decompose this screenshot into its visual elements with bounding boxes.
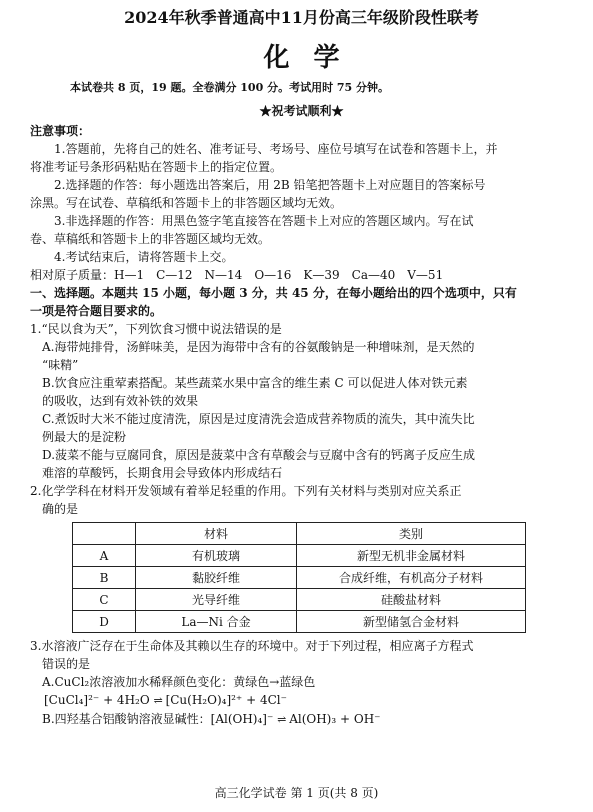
- equation-left: [CuCl₄]²⁻ + 4H₂O: [44, 693, 150, 707]
- table-cell: 新型储氢合金材料: [297, 611, 526, 633]
- table-cell: B: [73, 567, 136, 589]
- page-footer: 高三化学试卷 第 1 页(共 8 页): [214, 786, 379, 800]
- table-cell: 有机玻璃: [136, 545, 297, 567]
- table-header-cell: [73, 523, 136, 545]
- question-3-option-b: [30, 710, 573, 729]
- question-1-option-b: B.饮食应注重荤素搭配。某些蔬菜水果中富含的维生素 C 可以促进人体对铁元素: [42, 376, 468, 390]
- question-2-stem-cont: 确的是: [42, 502, 79, 516]
- note-3-cont: 卷、草稿纸和答题卡上的非答题区域均无效。: [30, 232, 271, 246]
- note-1: 1.答题前，先将自己的姓名、准考证号、考场号、座位号填写在试卷和答题卡上，并: [54, 142, 498, 156]
- question-1-option-c: C.煮饭时大米不能过度清洗，原因是过度清洗会造成营养物质的流失，其中流失比: [42, 412, 475, 426]
- equation-right: Al(OH)₃ + OH⁻: [289, 712, 381, 726]
- table-cell: A: [73, 545, 136, 567]
- question-1-stem: 1.“民以食为天”，下列饮食习惯中说法错误的是: [30, 322, 282, 336]
- note-1-cont: 将准考证号条形码粘贴在答题卡上的指定位置。: [30, 160, 283, 174]
- exam-info: 本试卷共 8 页，19 题。全卷满分 100 分。考试用时 75 分钟。: [70, 81, 390, 94]
- atomic-masses: 相对原子质量：H—1 C—12 N—14 O—16 K—39 Ca—40 V—51: [30, 268, 444, 282]
- question-1-option-d: D.菠菜不能与豆腐同食，原因是菠菜中含有草酸会与豆腐中含有的钙离子反应生成: [42, 448, 476, 462]
- equation-right: [Cu(H₂O)₄]²⁺ + 4Cl⁻: [165, 693, 287, 707]
- materials-table: [72, 522, 526, 633]
- good-luck-banner: ★祝考试顺利★: [259, 104, 344, 118]
- table-cell: 光导纤维: [136, 589, 297, 611]
- table-row: [73, 611, 526, 633]
- question-3-stem: 3.水溶液广泛存在于生命体及其赖以生存的环境中。对于下列过程，相应离子方程式: [30, 639, 474, 653]
- table-cell: 硅酸盐材料: [297, 589, 526, 611]
- question-1-option-a: A.海带炖排骨，汤鲜味美，是因为海带中含有的谷氨酸钠是一种增味剂，是天然的: [42, 340, 475, 354]
- table-header-cell: 类别: [297, 523, 526, 545]
- note-3: 3.非选择题的作答：用黑色签字笔直接答在答题卡上对应的答题区域内。写在试: [54, 214, 474, 228]
- section-1-heading: 一、选择题。本题共 15 小题，每小题 3 分，共 45 分，在每小题给出的四个选项中，只有: [30, 286, 517, 300]
- question-1-option-c-cont: 例最大的是淀粉: [42, 430, 127, 444]
- equilibrium-arrow-icon: ⇌: [277, 713, 286, 726]
- table-row: [73, 567, 526, 589]
- exam-title: 2024年秋季普通高中11月份高三年级阶段性联考: [124, 8, 479, 27]
- question-1-option-d-cont: 难溶的草酸钙，长期食用会导致体内形成结石: [42, 466, 283, 480]
- option-b-text: B.四羟基合铝酸钠溶液显碱性：[Al(OH)₄]⁻: [42, 712, 274, 726]
- section-1-heading-cont: 一项是符合题目要求的。: [30, 304, 163, 318]
- equilibrium-arrow-icon: ⇌: [153, 694, 162, 707]
- question-2-stem: 2.化学学科在材料开发领域有着举足轻重的作用。下列有关材料与类别对应关系正: [30, 484, 462, 498]
- note-2-cont: 涂黑。写在试卷、草稿纸和答题卡上的非答题区域均无效。: [30, 196, 343, 210]
- note-2: 2.选择题的作答：每小题选出答案后，用 2B 铅笔把答题卡上对应题目的答案标号: [54, 178, 486, 192]
- question-1-option-b-cont: 的吸收，达到有效补铁的效果: [42, 394, 199, 408]
- table-header-cell: 材料: [136, 523, 297, 545]
- table-cell: 合成纤维，有机高分子材料: [297, 567, 526, 589]
- table-cell: C: [73, 589, 136, 611]
- note-4: 4.考试结束后，请将答题卡上交。: [54, 250, 234, 264]
- table-cell: 黏胶纤维: [136, 567, 297, 589]
- question-3-stem-cont: 错误的是: [42, 657, 91, 671]
- subject-title: 化学: [263, 43, 364, 73]
- table-row: [73, 545, 526, 567]
- table-cell: La—Ni 合金: [136, 611, 297, 633]
- question-1-option-a-cont: “味精”: [42, 358, 79, 372]
- question-3-option-a-equation: [30, 691, 573, 710]
- table-cell: D: [73, 611, 136, 633]
- table-cell: 新型无机非金属材料: [297, 545, 526, 567]
- question-3-option-a: A.CuCl₂浓溶液加水稀释颜色变化：黄绿色→蓝绿色: [42, 675, 316, 689]
- notes-heading: 注意事项：: [30, 124, 91, 138]
- table-header-row: [73, 523, 526, 545]
- table-row: [73, 589, 526, 611]
